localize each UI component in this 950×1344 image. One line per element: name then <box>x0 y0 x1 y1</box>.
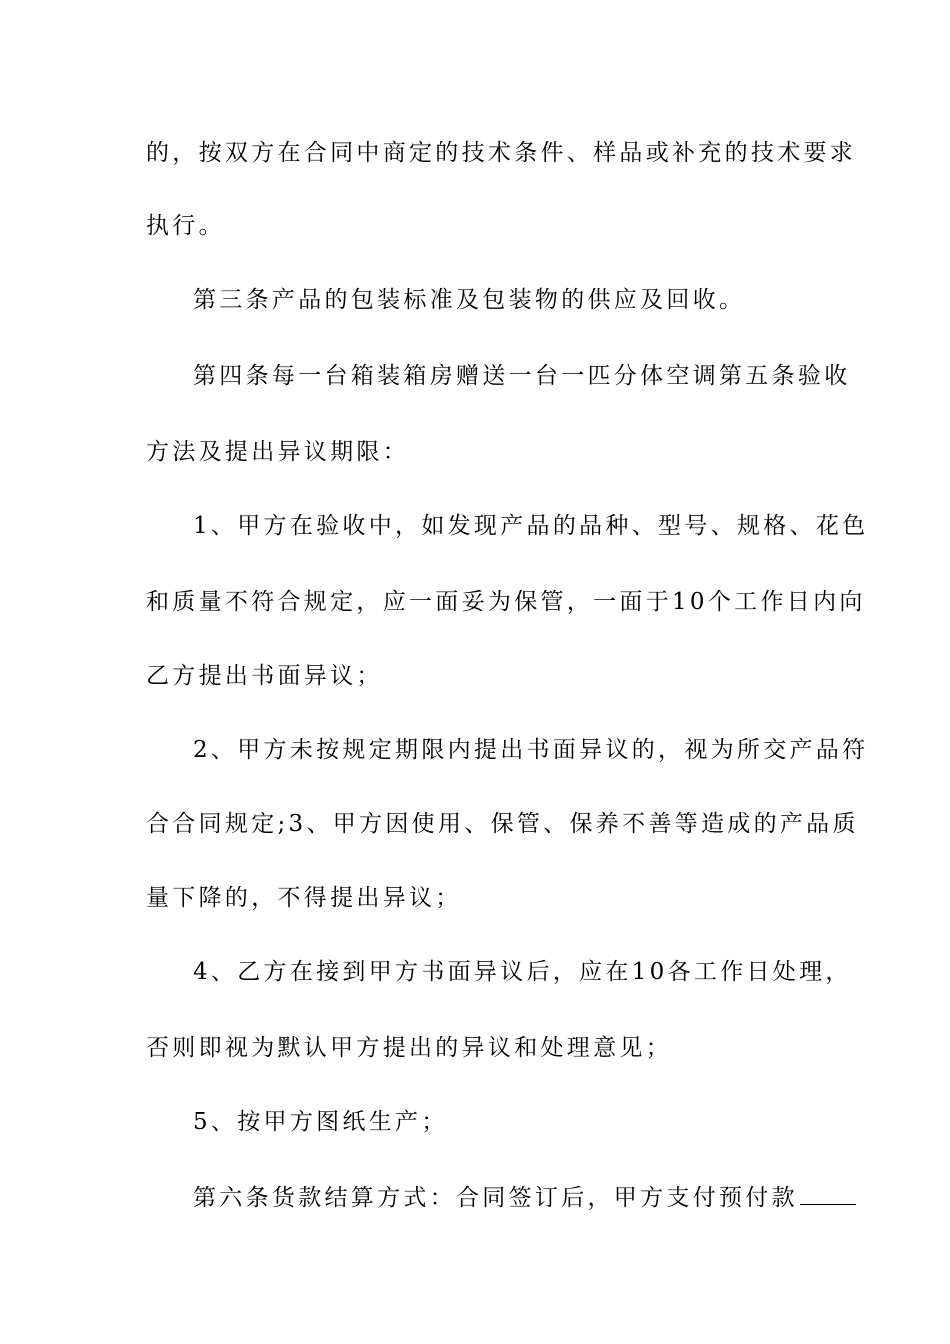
text-line-8: 乙方提出书面异议； <box>146 663 383 689</box>
text-line-3: 第三条产品的包装标准及包装物的供应及回收。 <box>193 287 746 313</box>
text-line-9: 2、甲方未按规定期限内提出书面异议的，视为所交产品符 <box>193 737 869 763</box>
text-line-4: 第四条每一台箱装箱房赠送一台一匹分体空调第五条验收 <box>193 363 851 389</box>
blank-fill-line <box>800 1180 856 1205</box>
text-line-15 <box>193 1180 806 1216</box>
text-line-7: 和质量不符合规定，应一面妥为保管，一面于10个工作日内向 <box>146 589 866 615</box>
text-line-13: 否则即视为默认甲方提出的异议和处理意见； <box>146 1035 672 1061</box>
text-line-11: 量下降的，不得提出异议； <box>146 885 462 911</box>
text-line-5: 方法及提出异议期限： <box>146 439 409 465</box>
text-line-2: 执行。 <box>146 213 225 239</box>
text-line-14: 5、按甲方图纸生产； <box>193 1109 448 1135</box>
text-line-10: 合合同规定;3、甲方因使用、保管、保养不善等造成的产品质 <box>146 811 859 837</box>
text-line-1: 的，按双方在合同中商定的技术条件、样品或补充的技术要求 <box>146 140 857 166</box>
text-line-12: 4、乙方在接到甲方书面异议后，应在10各工作日处理， <box>193 959 852 985</box>
text-line-15-content: 第六条货款结算方式：合同签订后，甲方支付预付款 <box>193 1185 798 1211</box>
text-line-6: 1、甲方在验收中，如发现产品的品种、型号、规格、花色 <box>193 513 869 539</box>
